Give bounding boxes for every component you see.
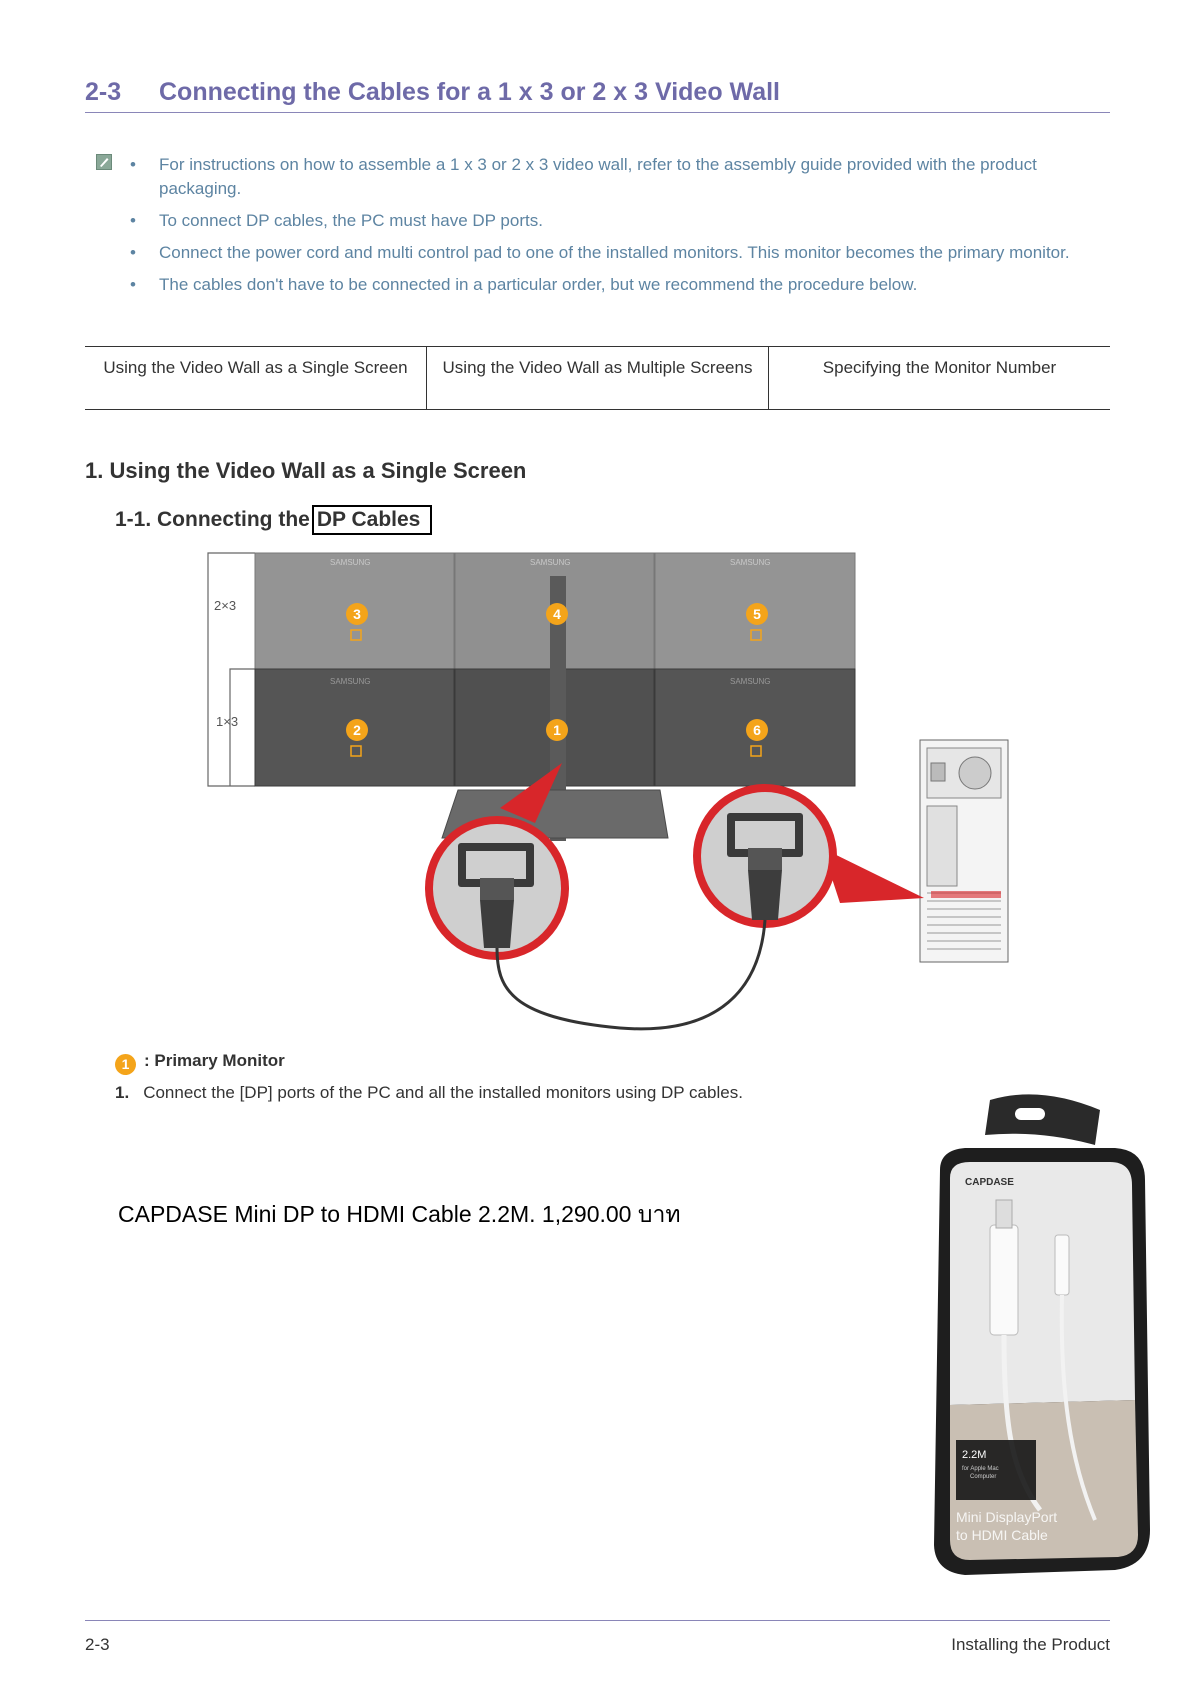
note-text: Connect the power cord and multi control pad to one of the installed monitors. This monitor becomes the primary monitor. (159, 243, 1070, 262)
section-number: 2-3 (85, 78, 122, 106)
size-brackets (208, 553, 255, 786)
brand-label: SAMSUNG (730, 677, 771, 686)
spec-sub2: Computer (970, 1474, 997, 1480)
note-text: The cables don't have to be connected in a particular order, but we recommend the procedure below. (159, 275, 918, 294)
page-footer (85, 1620, 1110, 1656)
note-text: To connect DP cables, the PC must have DP ports. (159, 211, 543, 230)
note-icon (96, 154, 112, 170)
step-1 (115, 1083, 743, 1103)
note-item (130, 209, 1100, 233)
step-number: 1. (115, 1083, 130, 1102)
badge-2-label: 2 (353, 722, 361, 738)
bullet-dot: • (130, 155, 136, 174)
note-item (130, 241, 1100, 265)
video-wall-diagram (200, 548, 1010, 1048)
label-2x3: 2×3 (214, 598, 237, 613)
section-nav-table (85, 346, 1110, 410)
badge-1-label: 1 (553, 722, 561, 738)
bullet-dot: • (130, 211, 136, 230)
bullet-dot: • (130, 275, 136, 294)
dp-cables-highlight: DP Cables (312, 505, 433, 535)
section-title (85, 78, 1110, 113)
hdmi-plug (990, 1225, 1018, 1335)
badge-6-label: 6 (753, 722, 761, 738)
brand-label: SAMSUNG (330, 677, 371, 686)
package-window (950, 1162, 1135, 1405)
pc-dp-callout (693, 784, 924, 928)
badge-4-label: 4 (553, 606, 561, 622)
bullet-dot: • (130, 243, 136, 262)
heading-prefix: 1-1. Connecting the (115, 508, 310, 531)
note-item (130, 273, 1100, 297)
hanger-hole (1015, 1108, 1045, 1120)
primary-monitor-legend (115, 1051, 285, 1075)
heading-connecting-dp (115, 505, 432, 535)
product-price-line: CAPDASE Mini DP to HDMI Cable 2.2M. 1,290.00 บาท (118, 1201, 681, 1227)
note-text: For instructions on how to assemble a 1 x 3 or 2 x 3 video wall, refer to the assembly guide provided with the product packaging. (159, 155, 1037, 198)
badge-3-label: 3 (353, 606, 361, 622)
package-hanger (985, 1094, 1100, 1145)
brand-label: SAMSUNG (530, 558, 571, 567)
note-item (130, 153, 1100, 201)
nav-link-single-screen[interactable]: Using the Video Wall as a Single Screen (85, 347, 427, 409)
chapter-name: Installing the Product (951, 1635, 1110, 1654)
package-brand: CAPDASE (965, 1177, 1014, 1188)
heading-single-screen: 1. Using the Video Wall as a Single Screen (85, 458, 527, 483)
cable-length: 2.2M (962, 1449, 987, 1461)
note-list (130, 153, 1100, 305)
nav-link-monitor-number[interactable]: Specifying the Monitor Number (822, 358, 1057, 377)
package-name-1: Mini DisplayPort (956, 1509, 1058, 1525)
brand-label: SAMSUNG (730, 558, 771, 567)
section-heading: Connecting the Cables for a 1 x 3 or 2 x 3 Video Wall (159, 78, 780, 106)
label-1x3: 1×3 (216, 714, 239, 729)
badge-5-label: 5 (753, 606, 761, 622)
page-number: 2-3 (85, 1635, 110, 1654)
legend-badge-1: 1 (115, 1054, 136, 1075)
brand-label: SAMSUNG (330, 558, 371, 567)
legend-text: : Primary Monitor (144, 1051, 285, 1070)
package-name-2: to HDMI Cable (956, 1527, 1048, 1543)
nav-link-multiple-screens[interactable]: Using the Video Wall as Multiple Screens (427, 347, 769, 409)
product-package-photo (920, 1090, 1160, 1595)
step-text: Connect the [DP] ports of the PC and all the installed monitors using DP cables. (143, 1083, 743, 1102)
spec-sub1: for Apple Mac (962, 1466, 999, 1472)
pc-tower (920, 740, 1008, 962)
minidp-plug (1055, 1235, 1069, 1295)
